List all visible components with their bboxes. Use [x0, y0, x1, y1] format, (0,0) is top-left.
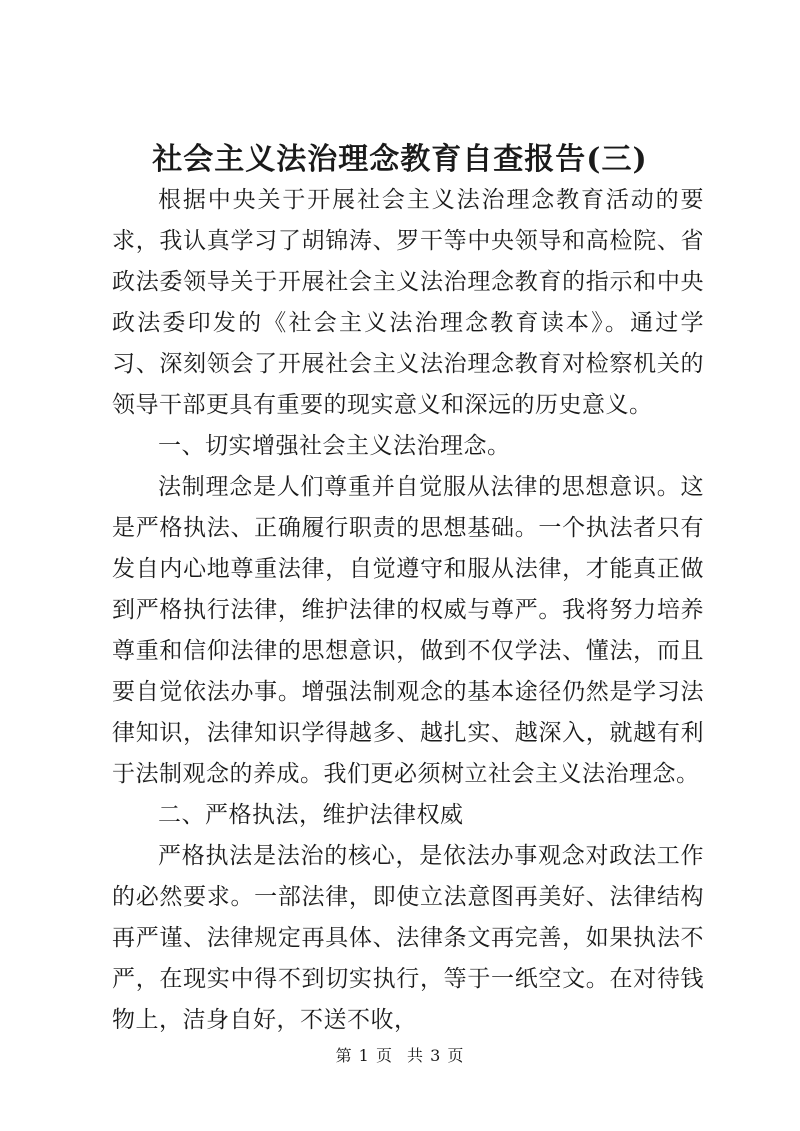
document-body [112, 180, 704, 1041]
page-footer [0, 1045, 800, 1067]
section-heading-1: 一、切实增强社会主义法治理念。 [158, 433, 511, 459]
document-title: 社会主义法治理念教育自查报告(三) [152, 142, 648, 177]
page-total: 共 3 页 [407, 1046, 465, 1065]
paragraph-section-2: 严格执法是法治的核心，是依法办事观念对政法工作的必然要求。一部法律，即使立法意图再美好、法律结构再严谨、法律规定再具体、法律条文再完善，如果执法不严，在现实中得不到切实执行，等于一纸空文。在对待钱物上，洁身自好，不送不收， [112, 843, 704, 1033]
paragraph-section-1: 法制理念是人们尊重并自觉服从法律的思想意识。这是严格执法、正确履行职责的思想基础。一个执法者只有发自内心地尊重法律，自觉遵守和服从法律，才能真正做到严格执行法律，维护法律的权威与尊严。我将努力培养尊重和信仰法律的思想意识，做到不仅学法、懂法，而且要自觉依法办事。增强法制观念的基本途径仍然是学习法律知识，法律知识学得越多、越扎实、越深入，就越有利于法制观念的养成。我们更必须树立社会主义法治理念。 [112, 474, 704, 787]
page-number: 第 1 页 [335, 1046, 393, 1065]
paragraph-intro: 根据中央关于开展社会主义法治理念教育活动的要求，我认真学习了胡锦涛、罗干等中央领导和高检院、省政法委领导关于开展社会主义法治理念教育的指示和中央政法委印发的《社会主义法治理念教育读本》。通过学习、深刻领会了开展社会主义法治理念教育对检察机关的领导干部更具有重要的现实意义和深远的历史意义。 [112, 187, 704, 418]
section-heading-2: 二、严格执法，维护法律权威 [158, 802, 464, 828]
